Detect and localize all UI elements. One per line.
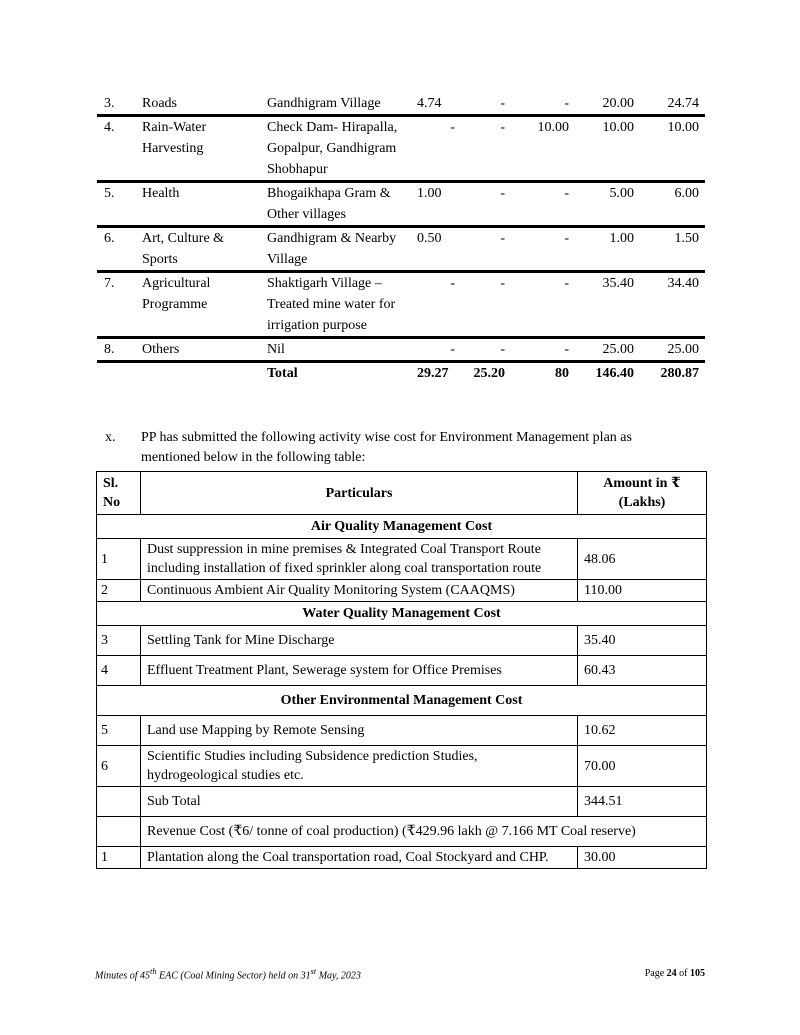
csr-row-total: 25.00: [640, 338, 705, 362]
csr-value-4: 10.00: [575, 116, 640, 182]
csr-location: Gandhigram Village: [267, 96, 381, 111]
csr-activity: Agricultural Programme: [138, 272, 263, 338]
section-air-quality: Air Quality Management Cost: [97, 515, 707, 539]
header-sl-no: Sl. No: [97, 472, 141, 515]
row-sl: 6: [97, 746, 141, 787]
csr-activity: Health: [138, 182, 263, 227]
revenue-cost-row: [97, 817, 707, 847]
csr-location: Bhogaikhapa Gram & Other villages: [263, 182, 413, 227]
csr-location: Check Dam- Hirapalla, Gopalpur, Gandhigram Shobhapur: [263, 116, 413, 182]
table-row: [97, 656, 707, 686]
csr-activity: Rain-Water Harvesting: [138, 116, 263, 182]
row-sl: 3: [97, 626, 141, 656]
emp-header-row: [97, 472, 707, 515]
section-other-environmental: Other Environmental Management Cost: [97, 686, 707, 716]
row-particulars: Scientific Studies including Subsidence prediction Studies, hydrogeological studies etc.: [141, 746, 578, 787]
csr-activity: Roads: [142, 96, 177, 111]
emp-cost-table: [96, 471, 707, 869]
csr-sl: 7.: [97, 272, 138, 338]
csr-value-1: -: [413, 338, 461, 362]
table-row: [97, 716, 707, 746]
row-sl: 5: [97, 716, 141, 746]
subtotal-label: Sub Total: [141, 787, 578, 817]
csr-sl: 6.: [97, 227, 138, 272]
row-amount: 48.06: [578, 539, 707, 580]
csr-activity-table: [97, 92, 705, 384]
csr-total-value-2: 25.20: [461, 362, 511, 385]
header-amount: Amount in ₹ (Lakhs): [578, 472, 707, 515]
table-row: [97, 847, 707, 869]
table-row: [97, 580, 707, 602]
row-particulars: Dust suppression in mine premises & Integrated Coal Transport Route including installation of fixed sprinkler along coal transportation route: [141, 539, 578, 580]
csr-value-4: 25.00: [575, 338, 640, 362]
csr-location: Shaktigarh Village – Treated mine water for irrigation purpose: [263, 272, 413, 338]
list-marker: x.: [105, 430, 116, 445]
csr-value-3: -: [564, 96, 569, 111]
csr-value-2: -: [461, 338, 511, 362]
revenue-cost-note: Revenue Cost (₹6/ tonne of coal production) (₹429.96 lakh @ 7.166 MT Coal reserve): [141, 817, 707, 847]
emp-intro-paragraph: [105, 428, 705, 468]
csr-value-4: 20.00: [602, 96, 634, 111]
csr-row-total: 1.50: [640, 227, 705, 272]
csr-row: [97, 272, 705, 338]
csr-value-2: -: [461, 227, 511, 272]
csr-value-1: 1.00: [413, 182, 461, 227]
intro-line-2: mentioned below in the following table:: [141, 450, 366, 465]
csr-row-total: 34.40: [640, 272, 705, 338]
row-amount: 30.00: [578, 847, 707, 869]
row-particulars: Settling Tank for Mine Discharge: [141, 626, 578, 656]
csr-grand-total: 280.87: [640, 362, 705, 385]
csr-value-4: 35.40: [575, 272, 640, 338]
row-amount: 110.00: [578, 580, 707, 602]
row-amount: 10.62: [578, 716, 707, 746]
row-sl: 1: [97, 847, 141, 869]
section-row: [97, 602, 707, 626]
csr-sl: 8.: [97, 338, 138, 362]
section-row: [97, 686, 707, 716]
table-row: [97, 746, 707, 787]
csr-value-2: -: [461, 272, 511, 338]
csr-row-total: 6.00: [640, 182, 705, 227]
csr-row: [97, 92, 705, 116]
header-particulars: Particulars: [141, 472, 578, 515]
csr-total-row: [97, 362, 705, 385]
row-sl: 2: [97, 580, 141, 602]
row-amount: 70.00: [578, 746, 707, 787]
row-sl: 1: [97, 539, 141, 580]
csr-value-4: 5.00: [575, 182, 640, 227]
csr-value-3: -: [511, 272, 575, 338]
csr-row: [97, 116, 705, 182]
csr-total-value-1: 29.27: [413, 362, 461, 385]
csr-value-4: 1.00: [575, 227, 640, 272]
csr-sl: 5.: [97, 182, 138, 227]
row-amount: 35.40: [578, 626, 707, 656]
csr-location: Nil: [263, 338, 413, 362]
intro-line-1: PP has submitted the following activity wise cost for Environment Management plan as: [141, 430, 632, 445]
csr-sl: 3.: [104, 96, 115, 111]
row-particulars: Effluent Treatment Plant, Sewerage system for Office Premises: [141, 656, 578, 686]
csr-sl: 4.: [97, 116, 138, 182]
csr-value-1: 4.74: [417, 96, 442, 111]
csr-value-1: -: [413, 116, 461, 182]
csr-value-1: -: [413, 272, 461, 338]
csr-value-1: 0.50: [413, 227, 461, 272]
csr-value-3: -: [511, 227, 575, 272]
table-row: [97, 626, 707, 656]
footer-minutes-title: Minutes of 45th EAC (Coal Mining Sector) held on 31st May, 2023: [95, 967, 361, 982]
csr-activity: Others: [138, 338, 263, 362]
row-particulars: Continuous Ambient Air Quality Monitoring System (CAAQMS): [141, 580, 578, 602]
section-water-quality: Water Quality Management Cost: [97, 602, 707, 626]
csr-activity: Art, Culture & Sports: [138, 227, 263, 272]
csr-total-value-3: 80: [511, 362, 575, 385]
csr-row: [97, 227, 705, 272]
csr-row: [97, 182, 705, 227]
subtotal-amount: 344.51: [578, 787, 707, 817]
table-row: [97, 539, 707, 580]
csr-value-2: -: [461, 182, 511, 227]
csr-row-total: 10.00: [640, 116, 705, 182]
subtotal-row: [97, 787, 707, 817]
csr-value-3: -: [511, 338, 575, 362]
row-amount: 60.43: [578, 656, 707, 686]
footer-page-number: Page 24 of 105: [644, 968, 705, 979]
csr-row-total: 24.74: [667, 96, 699, 111]
section-row: [97, 515, 707, 539]
row-particulars: Land use Mapping by Remote Sensing: [141, 716, 578, 746]
row-sl: 4: [97, 656, 141, 686]
csr-location: Gandhigram & Nearby Village: [263, 227, 413, 272]
csr-value-2: -: [500, 96, 505, 111]
csr-total-value-4: 146.40: [575, 362, 640, 385]
csr-value-3: -: [511, 182, 575, 227]
csr-value-2: -: [461, 116, 511, 182]
csr-row: [97, 338, 705, 362]
csr-value-3: 10.00: [511, 116, 575, 182]
csr-total-label: Total: [263, 362, 413, 385]
row-particulars: Plantation along the Coal transportation road, Coal Stockyard and CHP.: [141, 847, 578, 869]
